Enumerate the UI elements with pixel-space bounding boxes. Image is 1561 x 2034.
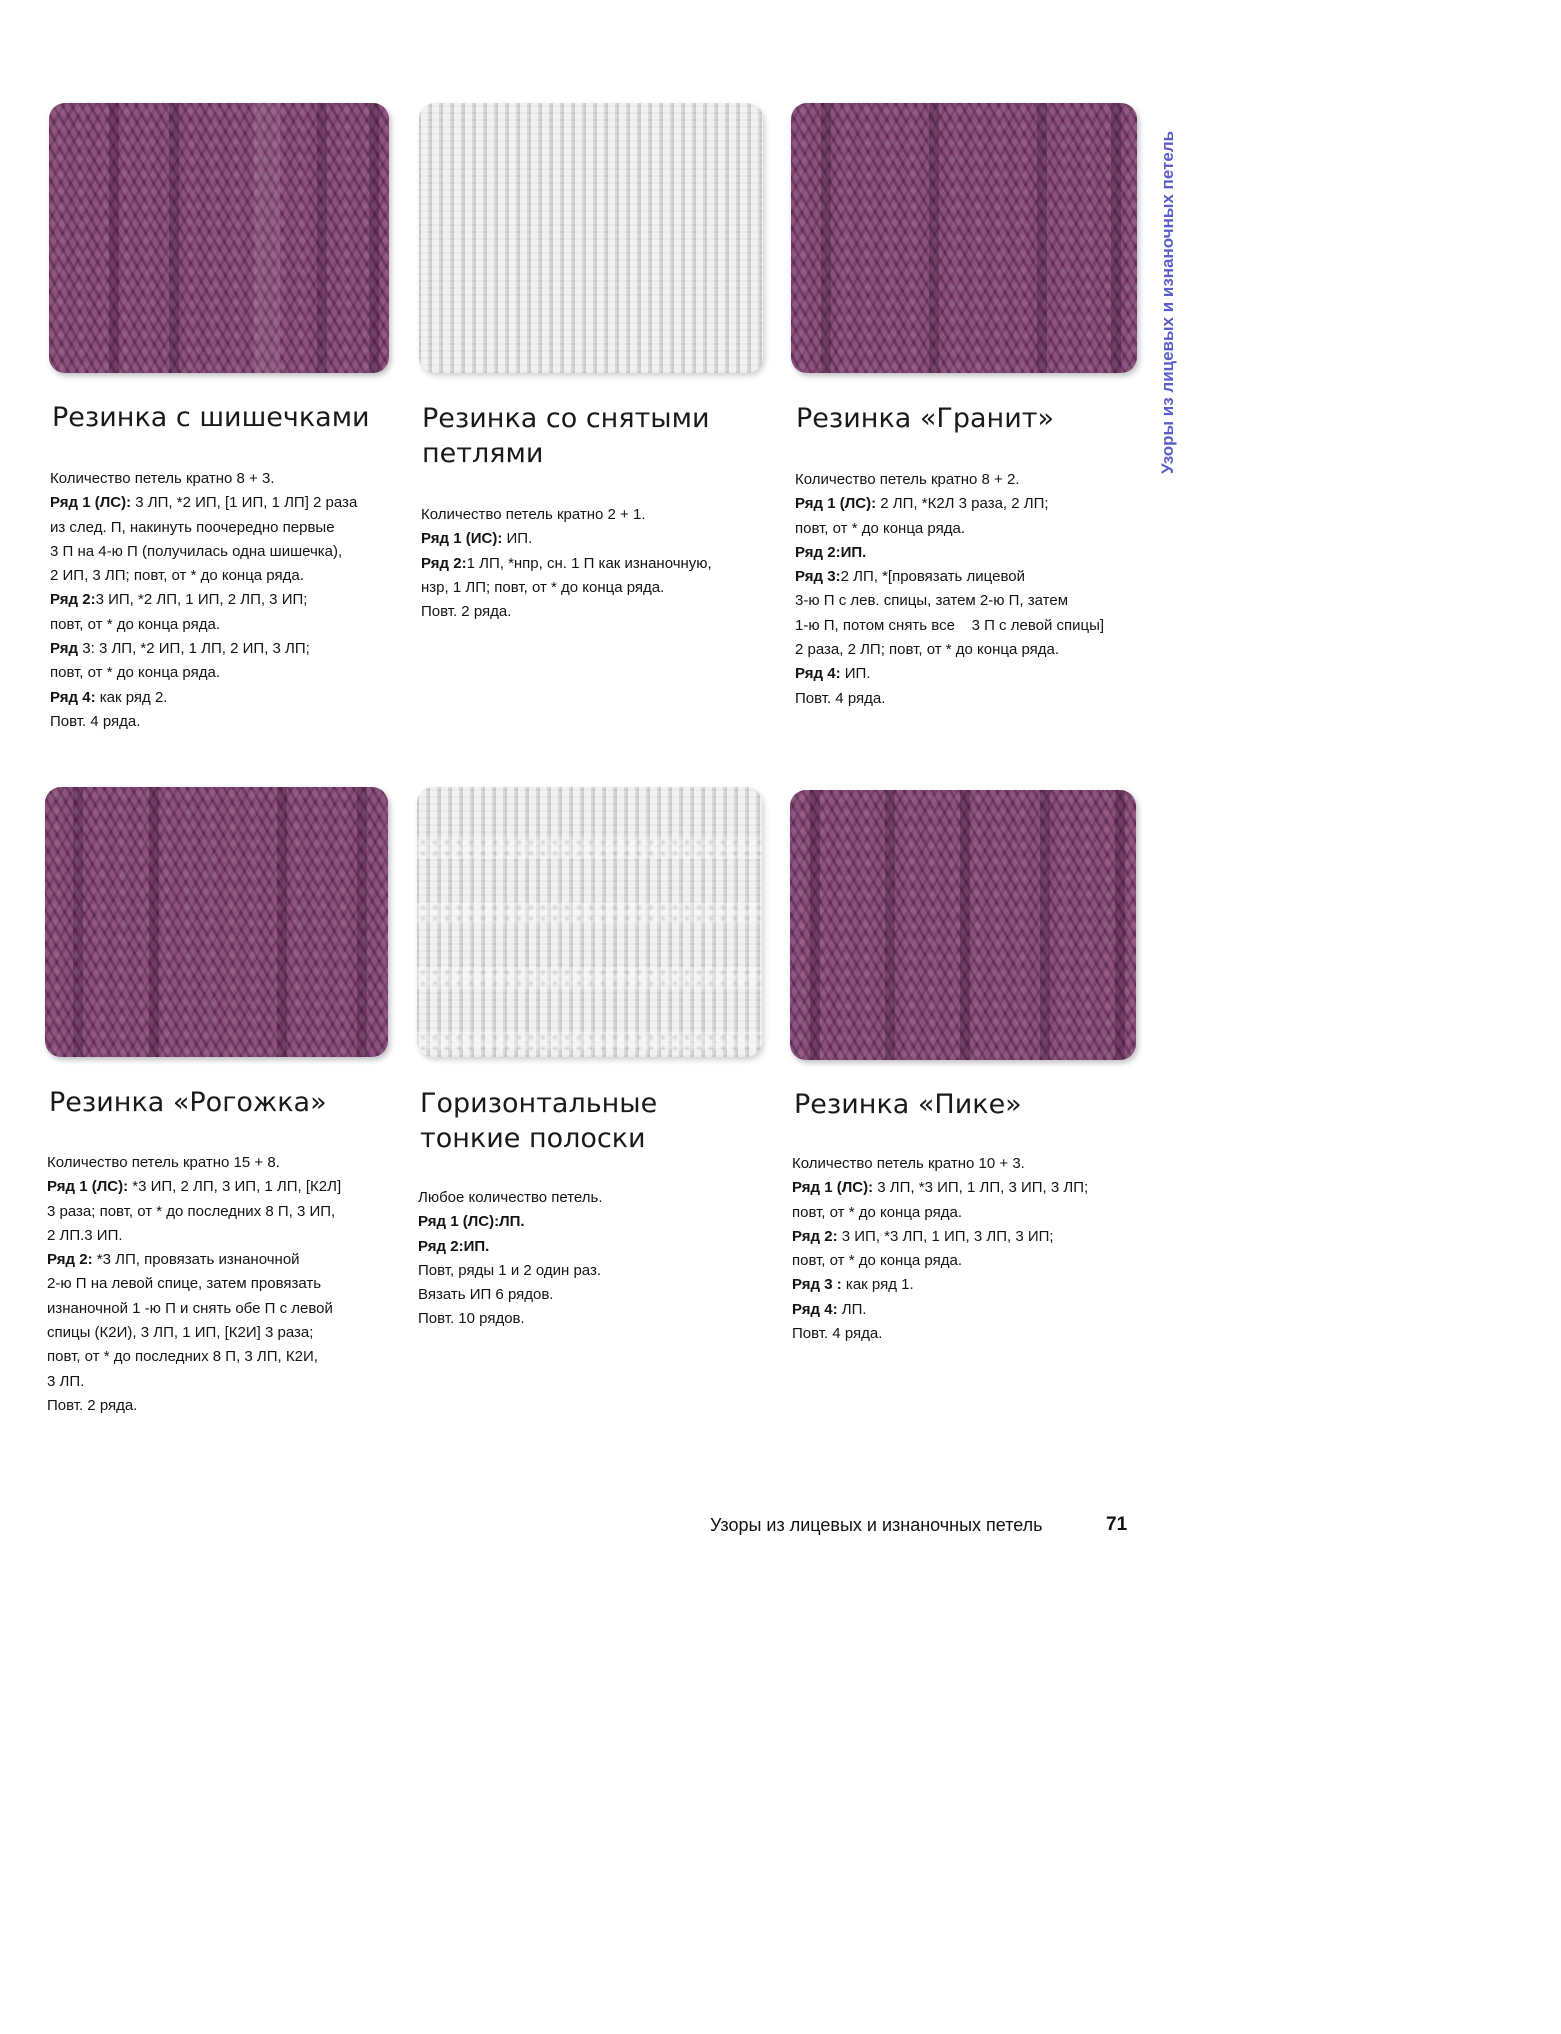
row-label: Ряд 1 (ЛС): (792, 1179, 874, 1197)
instruction-line (47, 1345, 341, 1369)
pattern-instructions (795, 468, 1104, 711)
instruction-text: 2 ЛП.3 ИП. (47, 1226, 123, 1244)
instruction-text: 3 раза; повт, от * до последних 8 П, 3 ИП, (47, 1202, 336, 1220)
instruction-text: Повт. 2 ряда. (47, 1396, 138, 1414)
instruction-line (418, 1210, 603, 1234)
instruction-text: 3-ю П с лев. спицы, затем 2-ю П, затем (795, 592, 1069, 610)
instruction-text: 3 ИП, *3 ЛП, 1 ИП, 3 ЛП, 3 ИП; (837, 1227, 1054, 1245)
row-label: Ряд 1 (ЛС): (47, 1178, 129, 1196)
instruction-text: Количество петель кратно 8 + 2. (795, 471, 1020, 488)
row-label: Ряд 2: (47, 1251, 93, 1269)
instruction-text: 3 ЛП, *2 ИП, [1 ИП, 1 ЛП] 2 раза (131, 494, 358, 512)
instruction-text: Повт. 4 ряда. (792, 1325, 883, 1343)
instruction-line (47, 1272, 341, 1296)
row-label: Ряд 4: (792, 1300, 838, 1318)
instruction-line (792, 1152, 1088, 1176)
instruction-line (50, 661, 357, 685)
instruction-text: ИП. (502, 530, 533, 548)
instruction-text: как ряд 1. (841, 1276, 914, 1294)
pattern-title: Горизонтальные тонкие полоски (420, 1088, 658, 1154)
instruction-text: ИП. (840, 665, 871, 683)
instruction-text: 2 ИП, 3 ЛП; повт, от * до конца ряда. (50, 567, 304, 585)
instruction-text: *3 ЛП, провязать изнаночной (92, 1251, 300, 1269)
instruction-line (421, 503, 712, 527)
instruction-line (795, 517, 1104, 541)
row-label: Ряд 2:ИП. (418, 1237, 490, 1255)
instruction-line (795, 565, 1104, 589)
instruction-line (795, 492, 1104, 516)
pattern-instructions (47, 1151, 341, 1418)
instruction-line (50, 710, 357, 734)
instruction-text: 1-ю П, потом снять все 3 П с левой спицы] (795, 616, 1105, 634)
swatch-photo-granite-rib (791, 103, 1137, 373)
instruction-text: Количество петель кратно 2 + 1. (421, 506, 646, 523)
row-label: Ряд 4: (50, 688, 96, 706)
instruction-line (50, 491, 357, 515)
row-label: Ряд 2: (50, 591, 96, 609)
instruction-line (50, 467, 357, 491)
instruction-line (50, 613, 357, 637)
instruction-text: повт, от * до конца ряда. (795, 519, 965, 537)
row-label: Ряд 4: (795, 665, 841, 683)
instruction-text: Вязать ИП 6 рядов. (418, 1286, 554, 1304)
instruction-line (50, 540, 357, 564)
instruction-line (47, 1394, 341, 1418)
instruction-line (47, 1370, 341, 1394)
instruction-text: 1 ЛП, *нпр, сн. 1 П как изнаночную, (466, 554, 712, 572)
pattern-title: Резинка «Пике» (794, 1089, 1022, 1120)
instruction-text: *3 ИП, 2 ЛП, 3 ИП, 1 ЛП, [К2Л] (128, 1178, 342, 1196)
row-label: Ряд 2: (792, 1227, 838, 1245)
instruction-line (792, 1322, 1088, 1346)
instruction-text: повт, от * до конца ряда. (792, 1203, 962, 1221)
instruction-text: Любое количество петель. (418, 1189, 603, 1206)
swatch-photo-slip-stitch-rib (419, 103, 763, 373)
instruction-line (418, 1259, 603, 1283)
instruction-line (795, 589, 1104, 613)
instruction-line (792, 1249, 1088, 1273)
instruction-text: 3 ИП, *2 ЛП, 1 ИП, 2 ЛП, 3 ИП; (95, 591, 308, 609)
instruction-text: из след. П, накинуть поочередно первые (50, 518, 335, 536)
instruction-line (792, 1176, 1088, 1200)
instruction-line (47, 1175, 341, 1199)
instruction-text: повт, от * до конца ряда. (50, 664, 220, 682)
instruction-line (795, 541, 1104, 565)
swatch-photo-horizontal-stripes (417, 787, 762, 1057)
instruction-line (418, 1235, 603, 1259)
row-label: Ряд 3 : (792, 1276, 842, 1294)
instruction-line (418, 1283, 603, 1307)
instruction-line (50, 588, 357, 612)
instruction-line (792, 1298, 1088, 1322)
instruction-text: Повт, ряды 1 и 2 один раз. (418, 1261, 602, 1279)
instruction-text: ЛП. (837, 1300, 867, 1318)
row-label: Ряд 3: (795, 568, 841, 586)
row-label: Ряд 1 (ИС): (421, 530, 503, 548)
instruction-line (795, 468, 1104, 492)
swatch-photo-bobble-rib (49, 103, 389, 373)
instruction-line (795, 638, 1104, 662)
pattern-title: Резинка «Гранит» (796, 403, 1055, 434)
instruction-text: Количество петель кратно 15 + 8. (47, 1154, 280, 1171)
instruction-text: Повт. 4 ряда. (50, 712, 141, 730)
pattern-instructions (418, 1186, 603, 1332)
instruction-text: 2 раза, 2 ЛП; повт, от * до конца ряда. (795, 641, 1060, 659)
instruction-text: как ряд 2. (95, 688, 168, 706)
page-number: 71 (1106, 1514, 1128, 1535)
row-label: Ряд 1 (ЛС): (795, 495, 877, 513)
pattern-title: Резинка с шишечками (52, 402, 370, 433)
instruction-text: повт, от * до последних 8 П, 3 ЛП, К2И, (47, 1348, 318, 1366)
pattern-instructions (50, 467, 357, 734)
instruction-text: нзр, 1 ЛП; повт, от * до конца ряда. (421, 578, 665, 596)
instruction-line (47, 1297, 341, 1321)
section-side-label: Узоры из лицевых и изнаночных петель (1158, 130, 1177, 474)
instruction-line (47, 1151, 341, 1175)
instruction-line (421, 527, 712, 551)
row-label: Ряд 1 (ЛС): (50, 494, 132, 512)
instruction-text: Повт. 10 рядов. (418, 1310, 525, 1328)
instruction-text: 3 П на 4-ю П (получилась одна шишечка), (50, 542, 343, 560)
instruction-text: 2 ЛП, *[провязать лицевой (840, 568, 1025, 586)
instruction-line (50, 637, 357, 661)
instruction-line (47, 1321, 341, 1345)
instruction-text: Повт. 4 ряда. (795, 689, 886, 707)
instruction-text: Повт. 2 ряда. (421, 603, 512, 621)
instruction-text: 3: 3 ЛП, *2 ИП, 1 ЛП, 2 ИП, 3 ЛП; (78, 640, 310, 658)
row-label: Ряд 2: (421, 554, 467, 572)
swatch-photo-matting-rib (45, 787, 388, 1057)
instruction-text: спицы (К2И), 3 ЛП, 1 ИП, [К2И] 3 раза; (47, 1324, 314, 1342)
instruction-line (47, 1224, 341, 1248)
instruction-text: 3 ЛП, *3 ИП, 1 ЛП, 3 ИП, 3 ЛП; (873, 1179, 1089, 1197)
instruction-line (792, 1273, 1088, 1297)
pattern-instructions (792, 1152, 1088, 1346)
instruction-text: 2-ю П на левой спице, затем провязать (47, 1275, 322, 1293)
instruction-line (50, 516, 357, 540)
instruction-text: Количество петель кратно 8 + 3. (50, 470, 275, 487)
instruction-line (418, 1307, 603, 1331)
instruction-line (421, 600, 712, 624)
instruction-line (795, 662, 1104, 686)
pattern-instructions (421, 503, 712, 624)
instruction-line (418, 1186, 603, 1210)
pattern-title: Резинка со снятыми петлями (422, 403, 710, 469)
instruction-text: Количество петель кратно 10 + 3. (792, 1155, 1025, 1172)
pattern-title: Резинка «Рогожка» (49, 1087, 327, 1118)
instruction-text: 2 ЛП, *К2Л 3 раза, 2 ЛП; (876, 495, 1049, 513)
instruction-text: повт, от * до конца ряда. (792, 1252, 962, 1270)
row-label: Ряд 1 (ЛС):ЛП. (418, 1213, 525, 1231)
footer-section-title: Узоры из лицевых и изнаночных петель (710, 1515, 1043, 1535)
instruction-line (47, 1248, 341, 1272)
instruction-line (795, 614, 1104, 638)
instruction-line (50, 686, 357, 710)
row-label: Ряд 2:ИП. (795, 543, 867, 561)
instruction-line (50, 564, 357, 588)
instruction-line (421, 576, 712, 600)
instruction-text: 3 ЛП. (47, 1372, 85, 1390)
row-label: Ряд (50, 640, 79, 658)
instruction-line (421, 552, 712, 576)
swatch-photo-pique-rib (790, 790, 1136, 1060)
instruction-text: изнаночной 1 -ю П и снять обе П с левой (47, 1299, 333, 1317)
instruction-line (792, 1201, 1088, 1225)
instruction-text: повт, от * до конца ряда. (50, 615, 220, 633)
instruction-line (47, 1200, 341, 1224)
instruction-line (792, 1225, 1088, 1249)
instruction-line (795, 687, 1104, 711)
